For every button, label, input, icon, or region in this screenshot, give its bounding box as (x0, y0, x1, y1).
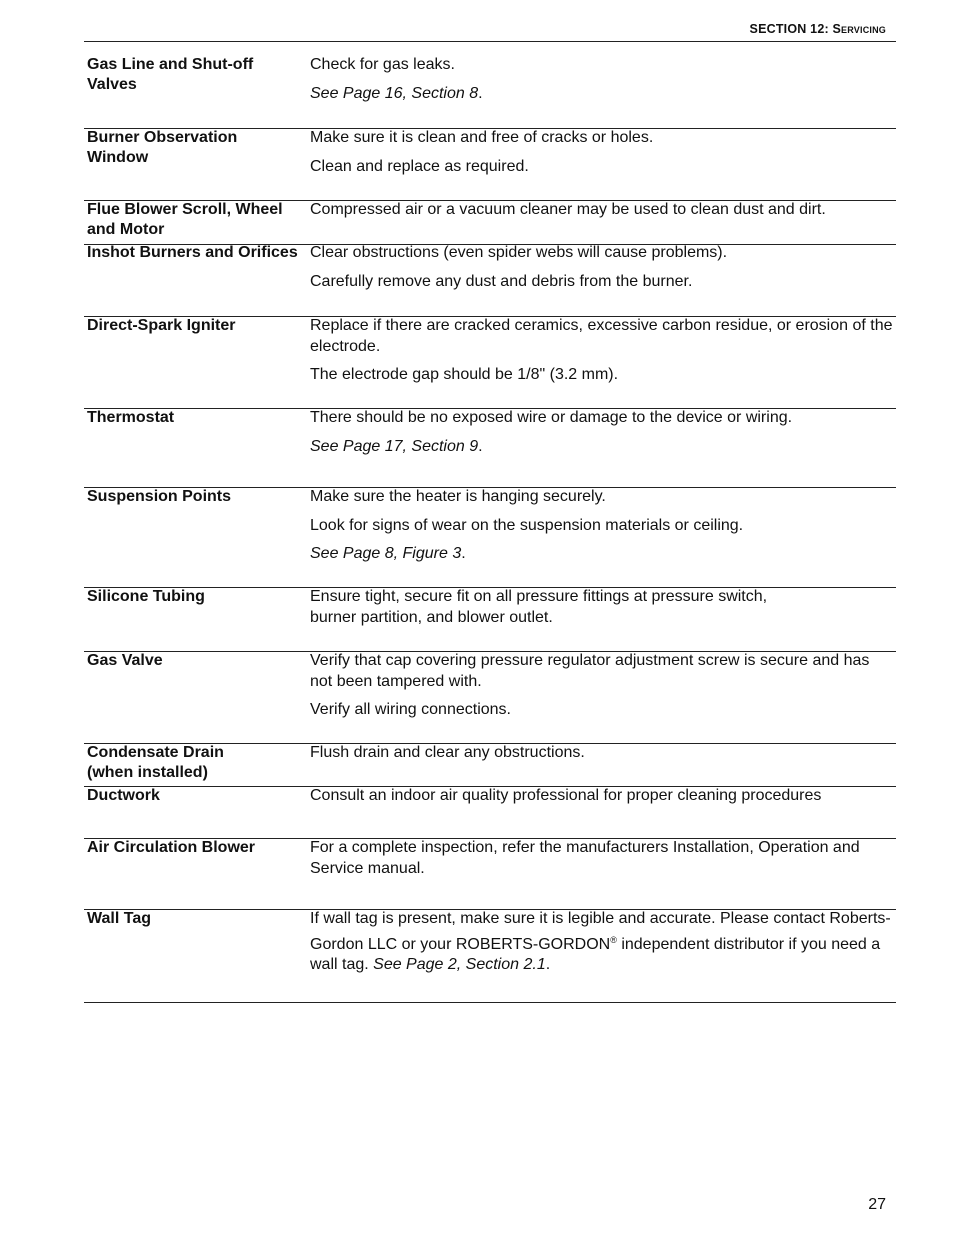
page-reference: See Page 17, Section 9 (310, 437, 479, 455)
ref-suffix: . (545, 956, 551, 973)
row-text: Flush drain and clear any obstructions. (310, 744, 585, 761)
row-content (310, 651, 896, 729)
page-reference: See Page 2, Section 2.1 (373, 956, 546, 973)
table-row (84, 55, 896, 129)
row-text: Compressed air or a vacuum cleaner may be used to clean dust and dirt. (310, 201, 826, 218)
row-label: Suspension Points (87, 488, 232, 505)
row-text: Check for gas leaks. (310, 56, 455, 73)
row-label: Burner Observation Window (87, 129, 238, 166)
table-row (84, 909, 896, 1003)
wall-tag-text-a: If wall tag is present, make sure it is legible and accurate. Please contact Roberts-Gordon LLC or your ROBERTS-GORDON (310, 910, 891, 953)
row-content (310, 55, 896, 112)
row-text: The electrode gap should be 1/8" (3.2 mm). (310, 366, 619, 383)
running-header (750, 22, 886, 36)
row-text: Look for signs of wear on the suspension materials or ceiling. (310, 516, 744, 534)
row-text: Carefully remove any dust and debris from the burner. (310, 272, 693, 290)
row-text (310, 909, 896, 976)
row-content (310, 128, 896, 185)
table-row (84, 200, 896, 245)
row-content (310, 487, 896, 573)
ref-suffix: . (461, 545, 466, 562)
row-content (310, 587, 810, 636)
table-row (84, 244, 896, 317)
table-row (84, 838, 896, 910)
row-content (310, 200, 896, 229)
table-row (84, 651, 896, 744)
row-label: Flue Blower Scroll, Wheel and Motor (87, 201, 283, 238)
row-label: Silicone Tubing (87, 588, 205, 605)
row-text: Consult an indoor air quality professional for proper cleaning procedures (310, 787, 822, 804)
row-text: Make sure the heater is hanging securely. (310, 488, 606, 505)
table-row (84, 743, 896, 787)
table-row (84, 128, 896, 201)
row-text: Make sure it is clean and free of cracks or holes. (310, 129, 654, 146)
ref-suffix: . (478, 84, 483, 102)
section-title: Servicing (832, 22, 886, 36)
row-text: Clear obstructions (even spider webs will cause problems). (310, 244, 728, 261)
row-label: Gas Line and Shut-off Valves (87, 56, 254, 93)
row-text: Verify that cap covering pressure regulator adjustment screw is secure and has not been tampered with. (310, 652, 870, 690)
registered-mark: ® (610, 934, 617, 945)
row-content (310, 838, 896, 887)
row-label: Air Circulation Blower (87, 839, 256, 856)
row-content (310, 786, 896, 815)
row-content (310, 743, 896, 772)
row-content (310, 316, 896, 394)
row-text: For a complete inspection, refer the manufacturers Installation, Operation and Service manual. (310, 839, 860, 877)
ref-suffix: . (478, 437, 483, 455)
row-label: Direct-Spark Igniter (87, 317, 236, 334)
row-label: Gas Valve (87, 652, 163, 669)
row-content (310, 909, 896, 984)
row-label: Thermostat (87, 409, 175, 426)
table-row (84, 487, 896, 588)
row-content (310, 243, 896, 300)
table-row (84, 786, 896, 839)
row-label: Condensate Drain (when installed) (87, 744, 224, 781)
section-prefix: SECTION 12: (749, 22, 833, 36)
table-bottom-rule (84, 1002, 896, 1003)
header-rule (84, 41, 896, 42)
row-label: Inshot Burners and Orifices (87, 244, 298, 261)
table-row (84, 408, 896, 488)
row-content (310, 408, 896, 465)
wall-tag-text-b: independent distributor if you need a wall tag. (310, 935, 881, 973)
row-text: There should be no exposed wire or damage to the device or wiring. (310, 409, 793, 426)
row-text: Clean and replace as required. (310, 157, 529, 175)
row-label: Ductwork (87, 787, 160, 804)
row-text: Replace if there are cracked ceramics, excessive carbon residue, or erosion of the electrode. (310, 317, 893, 355)
row-text: Verify all wiring connections. (310, 701, 511, 718)
page-reference: See Page 16, Section 8 (310, 84, 479, 102)
page-reference: See Page 8, Figure 3 (310, 545, 462, 562)
page-number: 27 (868, 1196, 886, 1213)
row-text: Ensure tight, secure fit on all pressure fittings at pressure switch, burner partition, and blower outlet. (310, 588, 768, 626)
row-label: Wall Tag (87, 910, 151, 927)
table-row (84, 587, 896, 652)
table-row (84, 316, 896, 409)
